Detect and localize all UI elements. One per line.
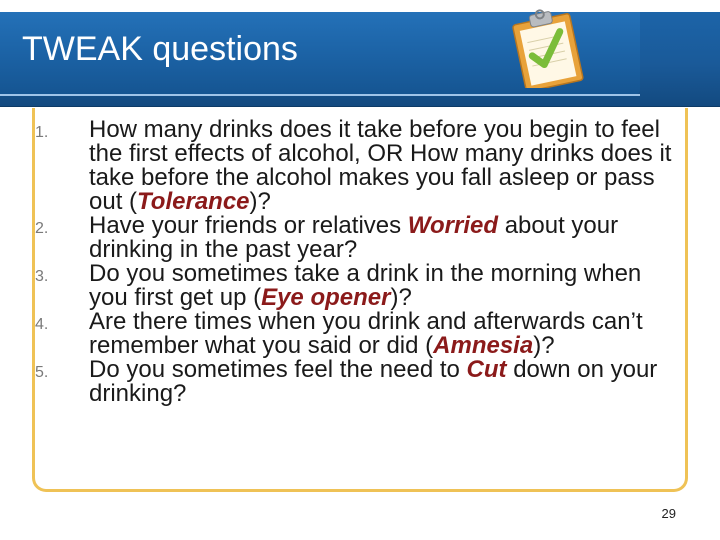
question-text-end: )? <box>249 188 271 215</box>
question-number: 4. <box>35 316 49 333</box>
question-item-3 <box>35 262 675 310</box>
questions-panel <box>32 108 688 492</box>
question-text: Do you sometimes take a drink in the morning when you first get up ( <box>89 260 642 311</box>
question-text: Have your friends or relatives <box>89 212 408 239</box>
page-number: 29 <box>661 506 676 521</box>
question-number: 3. <box>35 268 49 285</box>
question-list <box>35 118 675 406</box>
clipboard-check-icon <box>500 4 600 88</box>
question-text: Are there times when you drink and afterwards can’t remember what you said or did ( <box>89 308 643 359</box>
question-keyword: Tolerance <box>137 188 250 215</box>
question-number: 2. <box>35 220 49 237</box>
question-number: 5. <box>35 364 49 381</box>
question-keyword: Worried <box>407 212 499 239</box>
question-keyword: Amnesia <box>433 332 534 359</box>
question-number: 1. <box>35 124 49 141</box>
slide-title: TWEAK questions <box>22 30 298 68</box>
title-bar-underline <box>0 94 640 96</box>
question-item-1 <box>35 118 675 214</box>
question-text-end: down on your drinking? <box>89 356 658 407</box>
question-item-4 <box>35 310 675 358</box>
question-item-2 <box>35 214 675 262</box>
question-text-end: about your drinking in the past year? <box>89 212 619 263</box>
question-text-end: )? <box>533 332 555 359</box>
question-text: Do you sometimes feel the need to <box>89 356 467 383</box>
question-item-5 <box>35 358 675 406</box>
question-keyword: Cut <box>466 356 507 383</box>
question-keyword: Eye opener <box>261 284 391 311</box>
question-text-end: )? <box>390 284 412 311</box>
question-text: How many drinks does it take before you begin to feel the first effects of alcohol, OR How many drinks does it take before the alcohol makes you fall asleep or pass out ( <box>89 116 672 215</box>
